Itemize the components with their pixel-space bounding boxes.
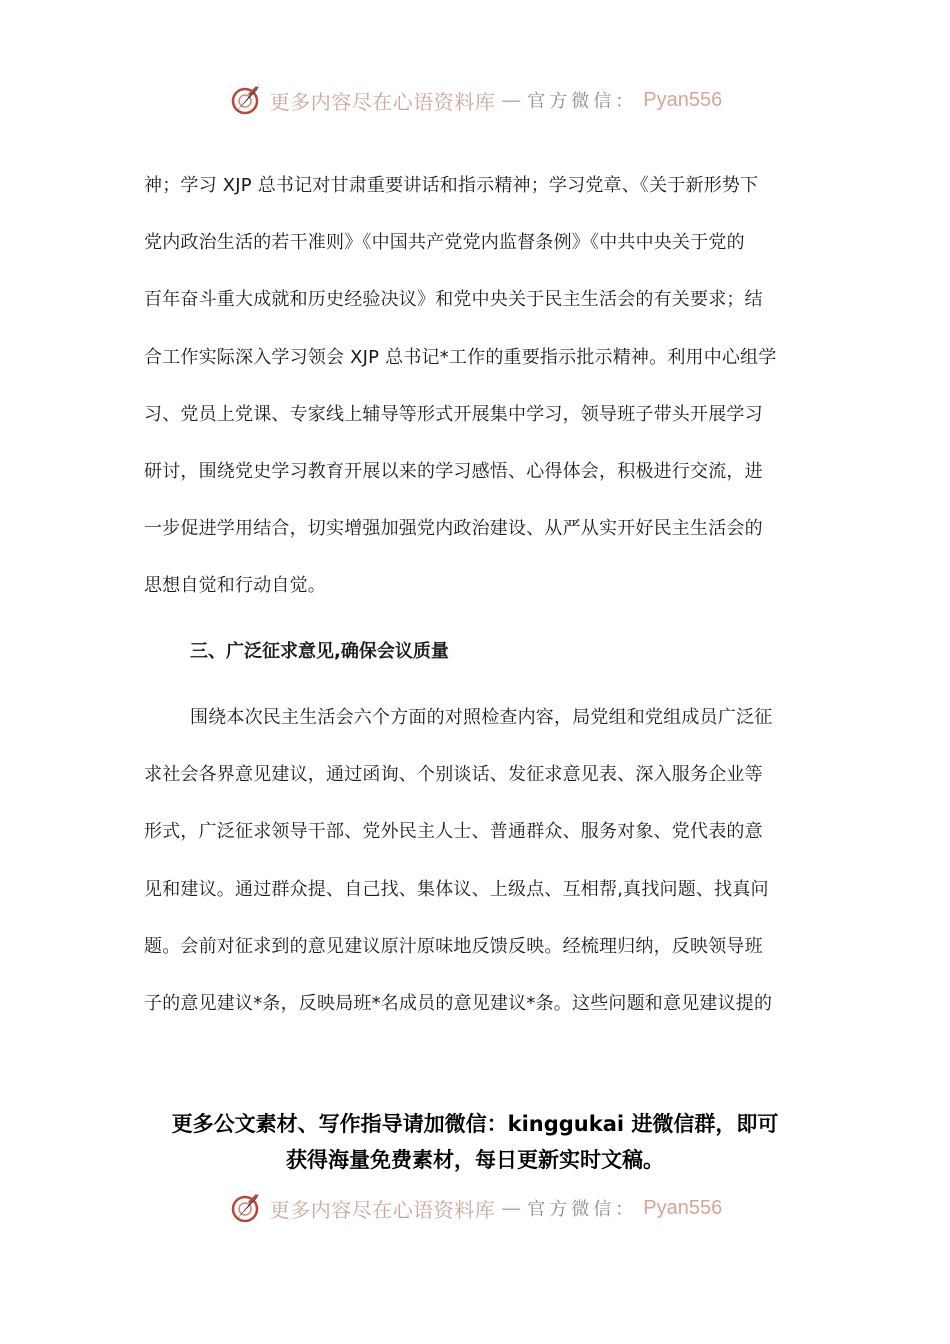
- watermark-wechat-id: Pyan556: [643, 88, 723, 111]
- text-line: 题。会前对征求到的意见建议原汁原味地反馈反映。经梳理归纳，反映领导班: [144, 935, 763, 957]
- text-line: 求社会各界意见建议，通过函询、个别谈话、发征求意见表、深入服务企业等: [144, 764, 763, 786]
- text-line: 围绕本次民主生活会六个方面的对照检查内容，局党组和党组成员广泛征: [190, 707, 773, 728]
- watermark-separator: —: [501, 88, 522, 112]
- text-line: 思想自觉和行动自觉。: [144, 575, 326, 597]
- text-line: 子的意见建议*条，反映局班*名成员的意见建议*条。这些问题和意见建议提的: [144, 992, 773, 1014]
- promo-line: 更多公文素材、写作指导请加微信：kinggukai 进微信群，即可: [171, 1112, 779, 1136]
- section-heading: 三、广泛征求意见,确保会议质量: [190, 641, 449, 662]
- quill-logo-icon: [228, 82, 264, 118]
- text-line: 百年奋斗重大成就和历史经验决议》和党中央关于民主生活会的有关要求；结: [144, 289, 763, 311]
- header-watermark: [0, 82, 950, 118]
- quill-logo-icon: [228, 1190, 264, 1226]
- text-line: 形式，广泛征求领导干部、党外民主人士、普通群众、服务对象、党代表的意: [144, 821, 763, 843]
- text-line: 见和建议。通过群众提、自己找、集体议、上级点、互相帮,真找问题、找真问: [144, 878, 769, 900]
- paragraph-opinions: [144, 692, 810, 1035]
- text-line: 神；学习 XJP 总书记对甘肃重要讲话和指示精神；学习党章、《关于新形势下: [144, 175, 759, 196]
- text-line: 一步促进学用结合，切实增强加强党内政治建设、从严从实开好民主生活会的: [144, 518, 763, 540]
- watermark-brand: 更多内容尽在心语资料库: [269, 1197, 496, 1222]
- watermark-official-label: 官方微信：: [527, 1199, 638, 1220]
- text-line: 党内政治生活的若干准则》《中国共产党党内监督条例》《中共中央关于党的: [144, 232, 745, 254]
- text-line: 研讨，围绕党史学习教育开展以来的学习感悟、心得体会，积极进行交流，进: [144, 460, 763, 482]
- watermark-separator: —: [501, 1196, 522, 1220]
- watermark-official-label: 官方微信：: [527, 91, 638, 112]
- paragraph-study: [144, 160, 810, 618]
- text-line: 合工作实际深入学习领会 XJP 总书记*工作的重要指示批示精神。利用中心组学: [144, 346, 777, 368]
- promo-notice: [0, 1106, 950, 1178]
- watermark-wechat-id: Pyan556: [643, 1196, 723, 1219]
- text-line: 习、党员上党课、专家线上辅导等形式开展集中学习，领导班子带头开展学习: [144, 403, 763, 425]
- footer-watermark: [0, 1190, 950, 1226]
- watermark-brand: 更多内容尽在心语资料库: [269, 89, 496, 114]
- promo-line: 获得海量免费素材，每日更新实时文稿。: [286, 1148, 664, 1172]
